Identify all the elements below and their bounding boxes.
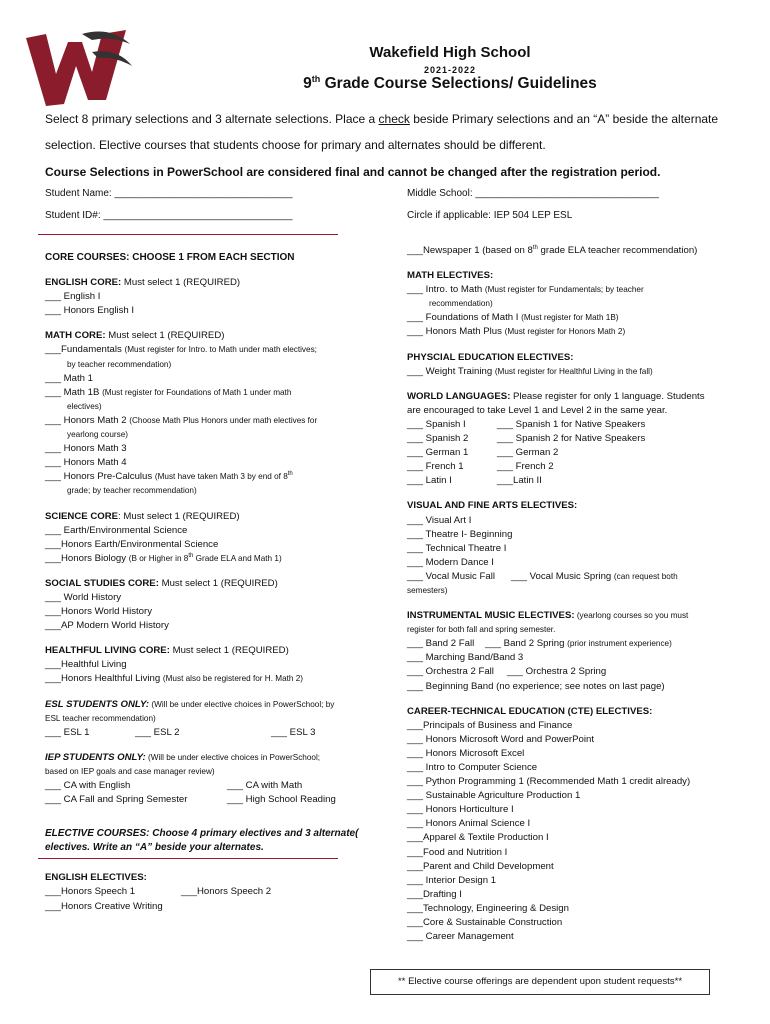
option-note: (B or Higher in 8: [128, 553, 189, 563]
logo-w-shape: [26, 30, 126, 106]
option-french-2[interactable]: ___ French 2: [497, 461, 554, 473]
wl-row-4: [407, 460, 757, 474]
instrumental-note-cont: register for both fall and spring semester.: [407, 625, 556, 635]
final-notice: Course Selections in PowerSchool are considered final and cannot be changed after the registration period.: [45, 165, 661, 179]
heading-label: MATH CORE:: [45, 330, 106, 342]
option-ca-math[interactable]: ___ CA with Math: [227, 780, 303, 791]
cte-option[interactable]: ___ Interior Design 1: [407, 874, 497, 886]
cte-option[interactable]: ___Technology, Engineering & Design: [407, 902, 569, 914]
cte-option[interactable]: ___Parent and Child Development: [407, 860, 554, 872]
math-electives-heading: MATH ELECTIVES:: [407, 270, 494, 282]
option-orchestra-2-spring[interactable]: ___ Orchestra 2 Spring: [507, 666, 607, 678]
option-healthful-living[interactable]: ___Healthful Living: [45, 659, 127, 671]
option-english-1[interactable]: ___ English I: [45, 291, 101, 303]
option-note-cont: grade; by teacher recommendation): [67, 486, 197, 496]
heading-req: Must select 1 (REQUIRED): [121, 277, 241, 289]
option-intro-to-math[interactable]: [407, 283, 757, 297]
option-label: ___ Weight Training: [407, 365, 495, 377]
cte-option[interactable]: ___ Honors Microsoft Word and PowerPoint: [407, 733, 594, 745]
option-label: ___Newspaper 1 (based on 8: [407, 245, 533, 256]
option-label: ___Honors Biology: [45, 552, 129, 564]
option-label: ___ Honors Math Plus: [407, 326, 505, 338]
english-electives-heading: ENGLISH ELECTIVES:: [45, 872, 147, 884]
wl-row-5: [407, 474, 757, 488]
option-hs-reading[interactable]: ___ High School Reading: [227, 794, 336, 806]
heading-label: SOCIAL STUDIES CORE:: [45, 577, 159, 589]
option-technical-theatre-1[interactable]: ___ Technical Theatre I: [407, 542, 507, 554]
cte-option[interactable]: ___Food and Nutrition I: [407, 846, 508, 858]
school-logo: [22, 26, 134, 110]
cte-option[interactable]: ___ Honors Animal Science I: [407, 818, 531, 830]
cte-option[interactable]: ___Principals of Business and Finance: [407, 719, 573, 731]
elective-notice-box: ** Elective course offerings are dependent upon student requests**: [370, 969, 710, 995]
instructions-line-2: selection. Elective courses that students choose for primary and alternates should be different.: [45, 138, 546, 152]
option-note: (Must register for Intro. to Math under math electives;: [124, 345, 317, 355]
option-ca-english[interactable]: ___ CA with English: [45, 780, 131, 791]
option-note-b: Grade ELA and Math 1): [193, 553, 282, 563]
heading-note: (Will be under elective choices in PowerSchool; by: [149, 699, 335, 709]
heading-label: ENGLISH CORE:: [45, 277, 122, 289]
grade-number: 9: [303, 75, 312, 93]
option-band-2-fall[interactable]: ___ Band 2 Fall: [407, 638, 475, 650]
option-label: ___ Honors Math 2: [45, 414, 130, 426]
option-foundations-math-1[interactable]: [407, 311, 757, 325]
iep-heading: [45, 751, 345, 765]
option-esl-3[interactable]: ___ ESL 3: [271, 726, 316, 738]
esl-heading: [45, 698, 345, 712]
superscript: th: [287, 471, 293, 478]
instr-text-b: beside Primary selections and an “A” beside the alternate: [409, 112, 719, 126]
option-modern-dance-1[interactable]: ___ Modern Dance I: [407, 556, 494, 568]
cte-option[interactable]: ___ Intro to Computer Science: [407, 762, 538, 773]
heading-label: HEALTHFUL LIVING CORE:: [45, 645, 170, 657]
option-honors-speech-2[interactable]: ___Honors Speech 2: [181, 886, 272, 898]
heading-note: (yearlong courses so you must: [574, 611, 689, 621]
option-spanish-1-native[interactable]: ___ Spanish 1 for Native Speakers: [497, 418, 646, 430]
option-honors-english-1[interactable]: ___ Honors English I: [45, 305, 135, 317]
healthful-living-heading: [45, 644, 345, 658]
english-core-heading: [45, 276, 345, 290]
option-spanish-1[interactable]: ___ Spanish I: [407, 418, 466, 430]
heading-label: WORLD LANGUAGES:: [407, 390, 511, 402]
cte-option[interactable]: ___ Career Management: [407, 931, 514, 943]
page-title: [240, 74, 660, 93]
option-german-1[interactable]: ___ German 1: [407, 447, 469, 459]
superscript: th: [532, 244, 538, 251]
option-honors-healthful-living[interactable]: [45, 672, 345, 686]
option-honors-precalc[interactable]: [45, 470, 345, 484]
left-divider-top: [38, 234, 338, 235]
option-note: (Must also be registered for H. Math 2): [162, 674, 304, 684]
option-note: (prior instrument experience): [567, 639, 672, 649]
cte-option[interactable]: ___Core & Sustainable Construction: [407, 917, 563, 929]
heading-label: ESL STUDENTS ONLY:: [45, 698, 150, 710]
option-vocal-music-fall[interactable]: ___ Vocal Music Fall: [407, 570, 495, 582]
option-beginning-band[interactable]: ___ Beginning Band (no experience; see notes on last page): [407, 680, 665, 692]
grade-suffix: th: [311, 74, 321, 84]
cte-option[interactable]: ___ Honors Microsoft Excel: [407, 747, 525, 759]
option-note: (Must register for Foundations of Math 1 under math: [102, 387, 292, 397]
option-honors-world-history[interactable]: ___Honors World History: [45, 606, 152, 618]
option-note-cont: semesters): [407, 585, 448, 595]
option-german-2[interactable]: ___ German 2: [497, 447, 559, 459]
english-electives-row-1: [45, 885, 345, 899]
school-name: Wakefield High School: [369, 44, 531, 61]
option-honors-creative-writing[interactable]: ___Honors Creative Writing: [45, 900, 163, 912]
option-honors-math-plus[interactable]: [407, 325, 757, 339]
option-latin-2[interactable]: ___Latin II: [497, 475, 542, 487]
option-note: (Choose Math Plus Honors under math electives for: [129, 415, 318, 425]
school-year: 2021-2022: [423, 65, 477, 75]
option-ap-modern-world[interactable]: ___AP Modern World History: [45, 620, 169, 632]
option-spanish-2[interactable]: ___ Spanish 2: [407, 433, 469, 445]
instr-text-a: Select 8 primary selections and 3 alternate selections. Place a: [45, 112, 379, 126]
option-note-cont: by teacher recommendation): [67, 359, 172, 369]
option-newspaper-1[interactable]: [407, 244, 757, 258]
instr-underlined: check: [378, 112, 410, 126]
option-note-cont: recommendation): [429, 299, 493, 309]
science-core-heading: [45, 510, 345, 524]
heading-req: : Must select 1 (REQUIRED): [118, 510, 240, 522]
option-math-1b[interactable]: [45, 386, 345, 400]
cte-option[interactable]: ___Drafting I: [407, 888, 462, 900]
option-world-history[interactable]: ___ World History: [45, 591, 122, 603]
instrumental-music-heading: [407, 609, 757, 623]
option-latin-1[interactable]: ___ Latin I: [407, 475, 452, 487]
option-french-1[interactable]: ___ French 1: [407, 461, 464, 473]
option-visual-art-1[interactable]: ___ Visual Art I: [407, 514, 472, 526]
option-orchestra-2-fall[interactable]: ___ Orchestra 2 Fall: [407, 666, 494, 678]
option-note: (Must register for Healthful Living in the fall): [494, 366, 653, 376]
option-honors-biology[interactable]: [45, 552, 345, 566]
option-band-2-spring[interactable]: [485, 637, 672, 651]
option-vocal-music-spring[interactable]: [511, 570, 678, 584]
im-orchestra-row: [407, 665, 757, 679]
esl-options-row: [45, 726, 345, 740]
option-label: ___ Foundations of Math I: [407, 312, 522, 324]
option-esl-2[interactable]: ___ ESL 2: [135, 726, 180, 738]
heading-req: Must select 1 (REQUIRED): [105, 330, 225, 342]
option-label: ___Honors Healthful Living: [45, 673, 163, 685]
superscript: th: [188, 552, 194, 559]
math-core-heading: [45, 329, 345, 343]
wl-row-1: [407, 418, 757, 432]
circle-applicable[interactable]: Circle if applicable: IEP 504 LEP ESL: [407, 210, 573, 221]
heading-label: SCIENCE CORE: [45, 510, 119, 522]
elective-courses-line-1: ELECTIVE COURSES: Choose 4 primary electives and 3 alternate(: [45, 828, 359, 840]
option-note: (Must register for Honors Math 2): [504, 327, 626, 337]
va-vocal-row: [407, 570, 757, 584]
middle-school-field[interactable]: Middle School: _________________________________: [407, 188, 659, 199]
pe-electives-heading: PHYSCIAL EDUCATION ELECTIVES:: [407, 351, 574, 363]
option-note: (can request both: [613, 571, 678, 581]
social-studies-heading: [45, 577, 345, 591]
heading-note: Please register for only 1 language. Students: [510, 390, 705, 402]
option-note-cont: electives): [67, 401, 102, 411]
option-note: (Must have taken Math 3 by end of 8: [154, 472, 288, 482]
option-label: ___ Band 2 Spring: [485, 638, 568, 650]
option-earth-env-science[interactable]: ___ Earth/Environmental Science: [45, 524, 188, 536]
world-languages-note-cont: are encouraged to take Level 1 and Level 2 in the same year.: [407, 404, 668, 416]
cte-option[interactable]: ___ Honors Horticulture I: [407, 804, 514, 816]
option-honors-math-2[interactable]: [45, 414, 345, 428]
option-label: ___ Honors Pre-Calculus: [45, 471, 155, 483]
option-ca-fall-spring[interactable]: ___ CA Fall and Spring Semester: [45, 794, 188, 806]
option-label: ___ Intro. to Math: [407, 284, 485, 296]
iep-options-row-1: [45, 779, 345, 793]
visual-arts-heading: VISUAL AND FINE ARTS ELECTIVES:: [407, 500, 578, 512]
iep-options-row-2: [45, 793, 345, 807]
option-math-1[interactable]: ___ Math 1: [45, 372, 94, 384]
heading-label: INSTRUMENTAL MUSIC ELECTIVES:: [407, 610, 575, 622]
option-honors-speech-1[interactable]: ___Honors Speech 1: [45, 886, 136, 898]
option-label-rest: grade ELA teacher recommendation): [537, 245, 698, 256]
option-theatre-1[interactable]: ___ Theatre I- Beginning: [407, 528, 513, 540]
option-honors-earth-env[interactable]: ___Honors Earth/Environmental Science: [45, 538, 219, 550]
right-column: [407, 244, 757, 944]
world-languages-heading: [407, 390, 757, 404]
cte-heading: CAREER-TECHNICAL EDUCATION (CTE) ELECTIVES:: [407, 705, 653, 717]
option-label: ___Fundamentals: [45, 344, 125, 356]
heading-note: (Will be under elective choices in PowerSchool;: [145, 752, 321, 762]
option-marching-band[interactable]: ___ Marching Band/Band 3: [407, 652, 524, 664]
option-note: (Must register for Fundamentals; by teacher: [484, 285, 644, 295]
heading-req: Must select 1 (REQUIRED): [169, 645, 289, 657]
iep-note-cont: based on IEP goals and case manager review): [45, 766, 215, 776]
option-note: (Must register for Math 1B): [521, 313, 619, 323]
option-esl-1[interactable]: ___ ESL 1: [45, 726, 90, 738]
wl-row-2: [407, 432, 757, 446]
heading-label: IEP STUDENTS ONLY:: [45, 751, 146, 763]
core-courses-title: CORE COURSES: CHOOSE 1 FROM EACH SECTION: [45, 252, 295, 263]
option-note-cont: yearlong course): [67, 430, 128, 440]
option-fundamentals[interactable]: [45, 343, 345, 357]
student-name-field[interactable]: Student Name: ________________________________: [45, 188, 293, 199]
cte-option[interactable]: ___Apparel & Textile Production I: [407, 832, 549, 844]
left-column: [45, 251, 359, 914]
option-spanish-2-native[interactable]: ___ Spanish 2 for Native Speakers: [497, 433, 646, 445]
instructions-line-1: [45, 112, 745, 126]
im-band-row: [407, 637, 757, 651]
esl-note-cont: ESL teacher recommendation): [45, 713, 156, 723]
option-honors-math-4[interactable]: ___ Honors Math 4: [45, 457, 127, 469]
option-label: ___ Vocal Music Spring: [511, 570, 614, 582]
option-label: ___ Math 1B: [45, 386, 103, 398]
option-weight-training[interactable]: [407, 365, 757, 379]
cte-option[interactable]: ___ Python Programming 1 (Recommended Math 1 credit already): [407, 776, 691, 788]
heading-req: Must select 1 (REQUIRED): [158, 577, 278, 589]
student-id-field[interactable]: Student ID#: __________________________________: [45, 210, 293, 221]
elective-courses-line-2: electives. Write an “A” beside your alternates.: [45, 842, 264, 854]
title-text: Grade Course Selections/ Guidelines: [320, 75, 597, 93]
option-honors-math-3[interactable]: ___ Honors Math 3: [45, 443, 127, 455]
wl-row-3: [407, 446, 757, 460]
cte-option[interactable]: ___ Sustainable Agriculture Production 1: [407, 790, 581, 802]
